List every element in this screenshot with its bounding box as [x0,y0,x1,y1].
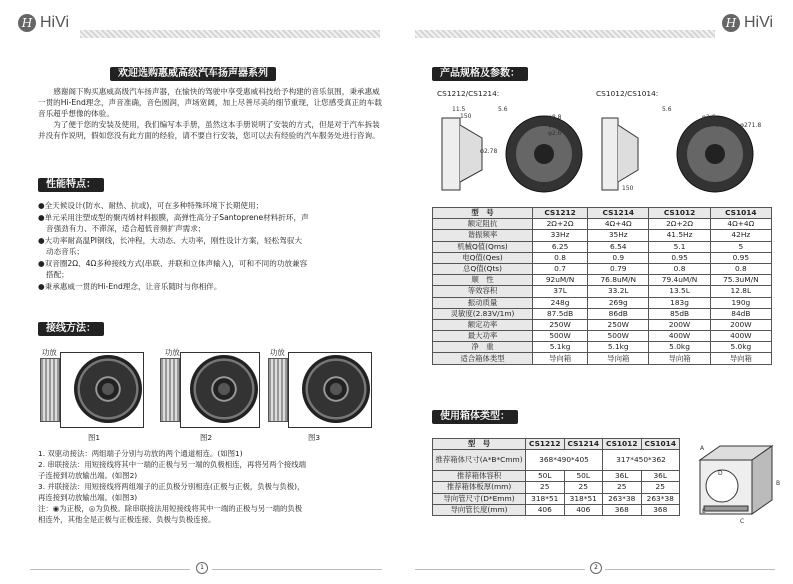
table-row [433,241,772,252]
wiring-title: 接线方法： [38,322,104,336]
cell: 0.8 [533,252,588,263]
box-title: 使用箱体类型： [432,410,518,424]
cell: 2Ω+2Ω [533,219,588,230]
cell: 250W [588,319,649,330]
dim-label: φ8.8 [548,114,562,121]
table-row [433,450,680,471]
table-row [433,308,772,319]
intro-paragraph [38,86,383,141]
cell: 导向箱 [533,353,588,364]
left-page-title: 欢迎选购惠威高级汽车扬声器系列 [110,67,276,81]
row-label: 导向管尺寸(D*Emm) [433,493,526,504]
dimension-diagram-cs12 [432,100,592,195]
header-bar-left [80,30,380,38]
cell: 0.8 [710,263,771,274]
feature-item: ●单元采用注塑成型的聚丙烯材料振膜，高弹性高分子Santoprene材料折环，声 [38,212,309,222]
cell: 35Hz [588,230,649,241]
cell: 13.5L [649,286,710,297]
feature-item: ●全天候设计(防水、耐热、抗或)，可在多种特殊环境下长期使用； [38,201,264,210]
feature-item: ●秉承惠威一贯的Hi-End理念，让音乐随时与你相伴。 [38,281,222,291]
amplifier-graphic-1 [40,358,60,422]
cell: 33.2L [588,286,649,297]
cell: 2Ω+2Ω [649,219,710,230]
cell: 368*490*405 [526,450,603,471]
cell: 200W [649,319,710,330]
diagram-label-left: CS1212/CS1214: [437,89,500,98]
cell: 0.8 [649,263,710,274]
dim-label: 11.5 [452,106,466,113]
cell: 导向箱 [649,353,710,364]
cell: 406 [564,504,603,515]
hivi-logo-icon: H [18,14,36,32]
dust-cap [534,144,554,164]
wiring-line: 再连接到功放输出端。(如图3) [38,493,138,502]
header-cell: CS1012 [649,208,710,219]
cell: 0.7 [533,263,588,274]
wiring-line: 相连外，其他全是正极与正极连接、负极与负极连接。 [38,515,216,524]
cell: 5.1 [649,241,710,252]
cell: 0.95 [649,252,710,263]
speaker-graphic-1 [74,355,142,423]
cell: 50L [564,471,603,482]
row-label: 等效容积 [433,286,533,297]
box-table [432,438,680,516]
table-row [433,263,772,274]
row-label: 总Q值(Qts) [433,263,533,274]
wiring-line: 1. 双驱动接法：两组端子分别与功放的两个通道相连。(如图1) [38,449,243,458]
cell: 190g [710,297,771,308]
dim-label: φ2.78 [702,122,720,129]
figure-2-caption: 图2 [200,433,213,442]
wiring-line: 3. 并联接法：用短接线将两组端子的正负极分别相连(正极与正极，负极与负极)， [38,482,305,491]
header-cell: 型 号 [433,439,526,450]
table-row [433,471,680,482]
box-dim-label: B [776,480,781,487]
cell: 86dB [588,308,649,319]
cell: 79.4uM/N [649,275,710,286]
header-cell: 型 号 [433,208,533,219]
cell: 6.54 [588,241,649,252]
table-row [433,482,680,493]
row-label: 推荐箱体容积 [433,471,526,482]
cell: 368 [603,504,642,515]
cell: 6.25 [533,241,588,252]
table-row [433,297,772,308]
wiring-instructions [38,448,393,525]
amp-label-2: 功放 [165,348,180,357]
table-row [433,286,772,297]
cell: 25 [603,482,642,493]
brand-logo-right [722,10,773,36]
row-label: 推荐箱体尺寸(A*B*Cmm) [433,450,526,471]
dust-cap [705,144,725,164]
cell: 0.9 [588,252,649,263]
cell: 200W [710,319,771,330]
footer-rule-right-2 [605,569,775,570]
feature-item: ●双音圈2Ω、4Ω多种接线方式(串联、并联和立体声输入)，可和不同的功放兼容 [38,258,308,268]
cell: 0.95 [710,252,771,263]
row-label: 最大功率 [433,331,533,342]
hivi-logo-icon: H [722,14,740,32]
speaker-graphic-2 [190,355,258,423]
cell: 84dB [710,308,771,319]
cell: 263*38 [641,493,680,504]
header-cell: CS1012 [603,439,642,450]
header-cell: CS1014 [641,439,680,450]
dim-label: φ2.6 [548,130,562,137]
table-row [433,219,772,230]
port-slot [704,506,748,511]
brand-name: HiVi [40,14,70,31]
dim-label: 5.6 [662,106,672,113]
cell: 250W [533,319,588,330]
amp-label-1: 功放 [42,348,57,357]
amplifier-graphic-2 [160,358,180,422]
dim-label: 5.6 [498,106,508,113]
header-cell: CS1214 [564,439,603,450]
cell: 75.3uM/N [710,275,771,286]
table-row [433,275,772,286]
row-label: 顺 性 [433,275,533,286]
features-list [38,200,383,292]
features-title: 性能特点： [38,178,104,192]
brand-logo-left [18,10,69,36]
cell: 183g [649,297,710,308]
figure-3-caption: 图3 [308,433,321,442]
row-label: 额定阻抗 [433,219,533,230]
page-number-right: 2 [590,562,602,574]
row-label: 额定功率 [433,319,533,330]
diagram-label-right: CS1012/CS1014: [596,89,659,98]
spec-title: 产品规格及参数： [432,67,528,81]
dim-label: φ2.8 [548,122,562,129]
cell: 368 [641,504,680,515]
feature-item: 动态音乐； [46,247,84,256]
table-row [433,319,772,330]
dim-label: φ271.8 [740,122,762,129]
cell: 263*38 [603,493,642,504]
row-label: 谐振频率 [433,230,533,241]
header-cell: CS1212 [526,439,565,450]
page-number-left: 1 [196,562,208,574]
cell: 25 [564,482,603,493]
figure-1-caption: 图1 [88,433,101,442]
cell: 导向箱 [588,353,649,364]
cell: 41.5Hz [649,230,710,241]
brand-name: HiVi [744,14,774,31]
table-row [433,493,680,504]
cell: 50L [526,471,565,482]
header-bar-right [415,30,715,38]
cell: 25 [641,482,680,493]
feature-item: ●大功率耐高温PI铜线，长冲程，大动态、大功率，刚性设计方案，轻松驾驭大 [38,235,303,245]
box-dim-label: C [740,518,745,525]
cell: 5.1kg [533,342,588,353]
intro-line-2: 为了便于您的安装及使用，我们编写本手册，虽然这本手册说明了安装的方式，但是对于汽车拆装并没有作说明，假如您没有此方面的经验，请不要自行安装，您可以去有经验的汽车服务处进行咨询。 [38,120,380,140]
dim-label: 150 [460,113,472,120]
cell: 76.8uM/N [588,275,649,286]
cell: 92uM/N [533,275,588,286]
cell: 248g [533,297,588,308]
spec-table [432,207,772,365]
cell: 5.0kg [710,342,771,353]
dim-label: φ2.6 [702,114,716,121]
cell: 406 [526,504,565,515]
box-dim-label: A [700,445,705,452]
table-row [433,342,772,353]
header-cell: CS1212 [533,208,588,219]
cell: 33Hz [533,230,588,241]
header-cell: CS1214 [588,208,649,219]
side-profile [602,118,618,190]
cell: 318*51 [564,493,603,504]
cell: 317*450*362 [603,450,680,471]
cell: 42Hz [710,230,771,241]
dim-label: 150 [622,185,634,192]
cell: 37L [533,286,588,297]
table-row [433,331,772,342]
cell: 12.8L [710,286,771,297]
wiring-line: 2. 串联接法：用短接线将其中一端的正极与另一端的负极相连，再将另两个接线端 [38,460,307,469]
cell: 318*51 [526,493,565,504]
side-profile [442,118,460,190]
wiring-line: 注：◉为正极，◎为负极。除串联接法用短接线将其中一端的正极与另一端的负极 [38,504,303,513]
footer-rule-right [415,569,585,570]
cell: 5.1kg [588,342,649,353]
cell: 25 [526,482,565,493]
row-label: 灵敏度(2.83V/1m) [433,308,533,319]
box-dim-label: D [718,470,723,477]
magnet-profile [618,125,638,182]
box-dim-label: E [702,508,706,515]
row-label: 导向管长度(mm) [433,504,526,515]
cell: 4Ω+4Ω [588,219,649,230]
wiring-line: 子连接到功放输出端。(如图2) [38,471,138,480]
row-label: 电Q值(Qes) [433,252,533,263]
cell: 269g [588,297,649,308]
cell: 500W [588,331,649,342]
table-row [433,504,680,515]
intro-line-1: 感谢阁下购买惠威高级汽车扬声器，在愉快的驾驶中享受惠威科技给予构建的音乐氛围，秉承惠威一贯的Hi-End理念，声音准确，音色圆润，声场宽阔，加上尽善尽美的细节重现，让您感受真正的车载音乐超乎想像的体验。 [38,87,382,118]
table-row [433,353,772,364]
feature-item: 音强劲有力、不滞深，适合超低音频扩声需求； [46,224,206,233]
row-label: 适合箱体类型 [433,353,533,364]
cell: 85dB [649,308,710,319]
cell: 400W [649,331,710,342]
row-label: 推荐箱体板厚(mm) [433,482,526,493]
header-cell: CS1014 [710,208,771,219]
row-label: 净 重 [433,342,533,353]
row-label: 振动质量 [433,297,533,308]
box-table-header [433,439,680,450]
footer-rule-left-2 [212,569,382,570]
cell: 导向箱 [710,353,771,364]
spec-table-header [433,208,772,219]
cell: 36L [641,471,680,482]
table-row [433,230,772,241]
cell: 0.79 [588,263,649,274]
cell: 400W [710,331,771,342]
row-label: 机械Q值(Qms) [433,241,533,252]
footer-rule-left [30,569,190,570]
dim-label: φ2.78 [480,148,498,155]
amplifier-graphic-3 [268,358,288,422]
cell: 4Ω+4Ω [710,219,771,230]
amp-label-3: 功放 [270,348,285,357]
cell: 87.5dB [533,308,588,319]
feature-item: 搭配； [46,270,69,279]
cell: 36L [603,471,642,482]
cell: 500W [533,331,588,342]
table-row [433,252,772,263]
magnet-profile [460,125,482,182]
cell: 5 [710,241,771,252]
cell: 5.0kg [649,342,710,353]
dimension-diagram-cs10 [600,100,775,195]
speaker-graphic-3 [302,355,370,423]
